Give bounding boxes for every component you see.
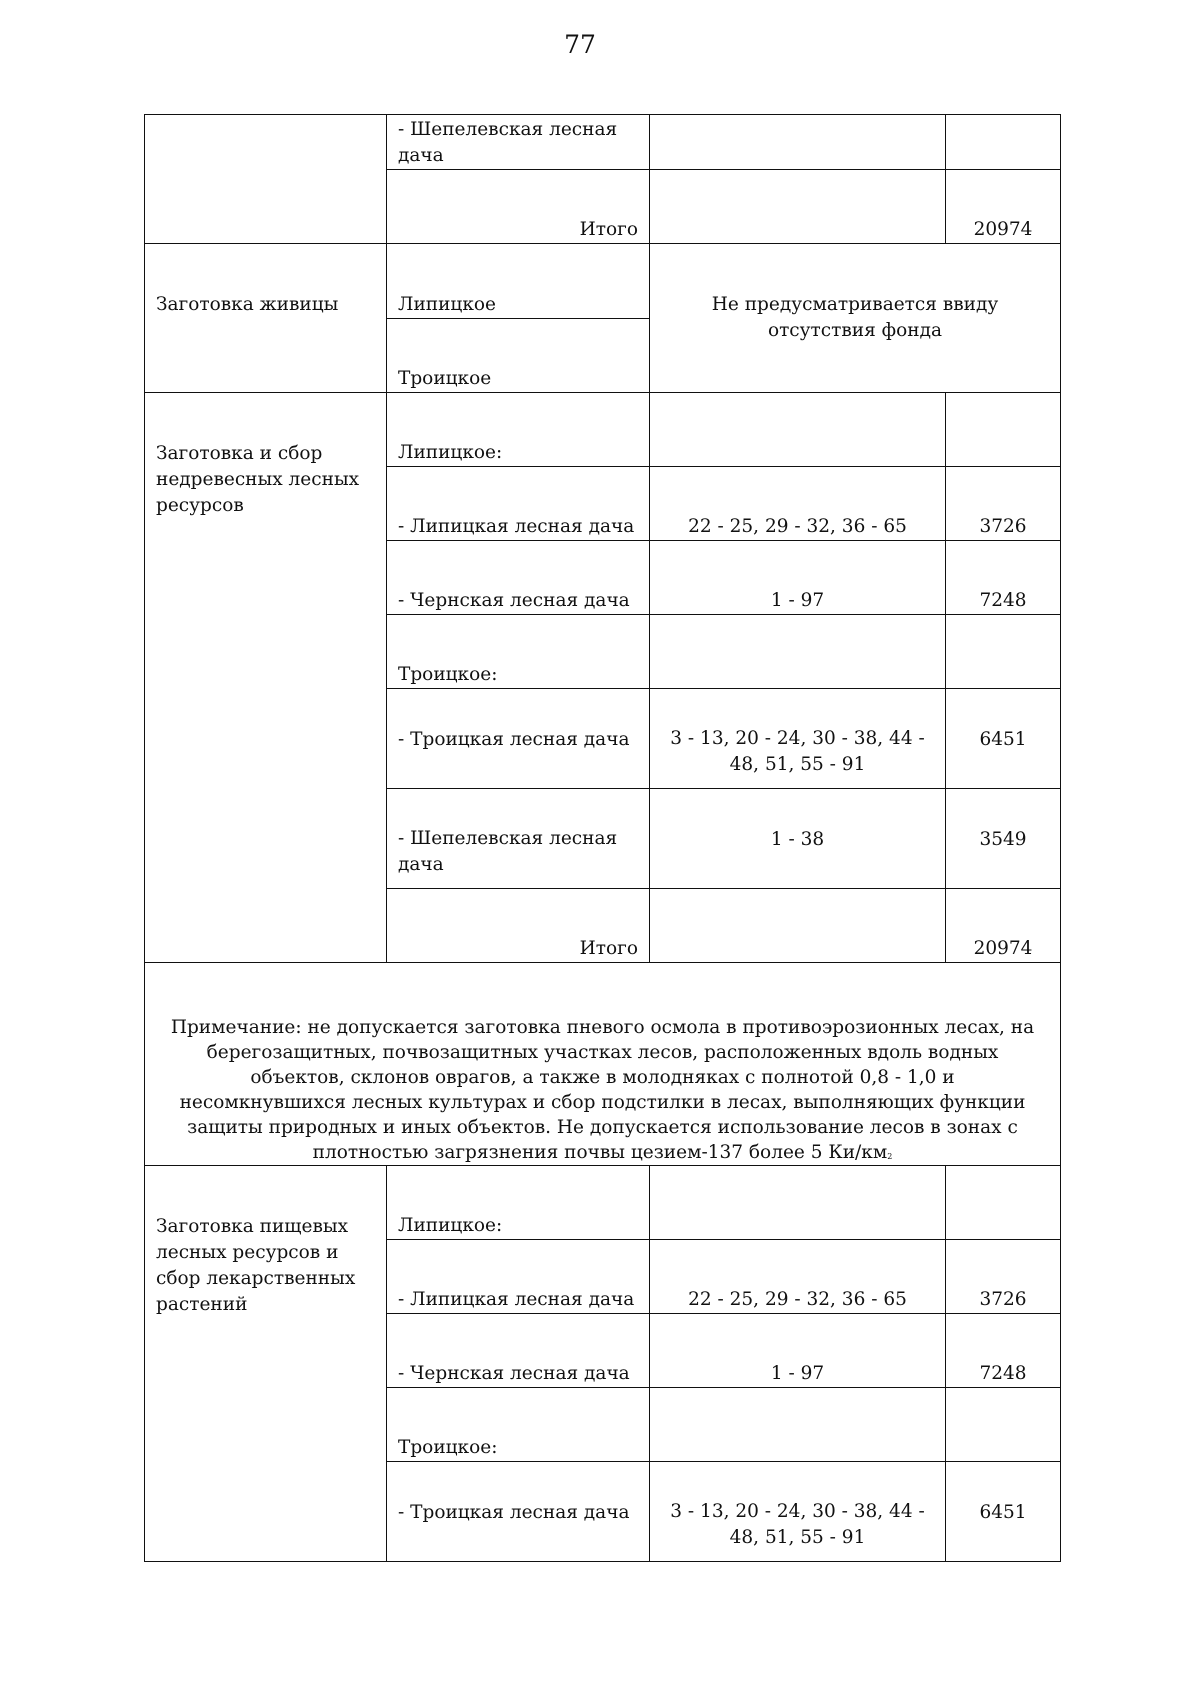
quarters-cell (650, 1166, 946, 1240)
table-row (145, 244, 1061, 319)
activity-cell: Заготовка живицы (145, 244, 387, 393)
forestry-cell: Троицкое: (387, 1388, 650, 1462)
quarters-cell: 1 - 97 (650, 541, 946, 615)
page-number: 77 (564, 30, 596, 59)
activity-cell: Заготовка и сбор недревесных лесных ресурсов (145, 393, 387, 963)
quarters-cell: 22 - 25, 29 - 32, 36 - 65 (650, 467, 946, 541)
forestry-cell: Липицкое: (387, 1166, 650, 1240)
total-label-cell: Итого (387, 889, 650, 963)
activity-cell: Заготовка пищевых лесных ресурсов и сбор лекарственных растений (145, 1166, 387, 1562)
forestry-cell: Липицкое (387, 244, 650, 319)
table-row (145, 115, 1061, 170)
area-cell: 7248 (946, 1314, 1061, 1388)
area-cell: 3726 (946, 467, 1061, 541)
quarters-cell (650, 615, 946, 689)
remark-text: Примечание: не допускается заготовка пневого осмола в противоэрозионных лесах, на берегозащитных, почвозащитных участках лесов, расположенных вдоль водных объектов, склонов оврагов, а также в молодняках с полнотой 0,8 - 1,0 и несомкнувшихся лесных культурах и сбор подстилки в лесах, выполняющих функции защиты природных и иных объектов. Не допускается использование лесов в зонах с плотностью загрязнения почвы цезием-137 более 5 Ки/км (170, 1017, 1035, 1163)
area-cell (946, 393, 1061, 467)
total-value-cell: 20974 (946, 889, 1061, 963)
table-row (145, 393, 1061, 467)
area-cell: 7248 (946, 541, 1061, 615)
total-value-cell: 20974 (946, 170, 1061, 244)
quarters-cell (650, 889, 946, 963)
activity-cell-empty (145, 115, 387, 244)
quarters-cell: 3 - 13, 20 - 24, 30 - 38, 44 - 48, 51, 55 - 91 (650, 689, 946, 789)
quarters-cell (650, 393, 946, 467)
total-label-cell: Итого (387, 170, 650, 244)
table-row-remark (145, 963, 1061, 1166)
forestry-cell: Троицкое: (387, 615, 650, 689)
subject-cell: - Шепелевская лесная дача (387, 789, 650, 889)
table-row (145, 1166, 1061, 1240)
area-cell (946, 1388, 1061, 1462)
subject-cell: - Липицкая лесная дача (387, 1240, 650, 1314)
subject-cell: - Липицкая лесная дача (387, 467, 650, 541)
subject-cell: - Троицкая лесная дача (387, 1462, 650, 1562)
quarters-cell: 1 - 38 (650, 789, 946, 889)
quarters-cell (650, 170, 946, 244)
forestry-cell: Троицкое (387, 319, 650, 393)
subject-cell: - Троицкая лесная дача (387, 689, 650, 789)
quarters-cell (650, 1388, 946, 1462)
area-cell: 6451 (946, 689, 1061, 789)
area-cell: 6451 (946, 1462, 1061, 1562)
area-cell: 3549 (946, 789, 1061, 889)
quarters-cell (650, 115, 946, 170)
subject-cell: - Шепелевская лесная дача (387, 115, 650, 170)
quarters-cell: 3 - 13, 20 - 24, 30 - 38, 44 - 48, 51, 55 - 91 (650, 1462, 946, 1562)
area-cell (946, 615, 1061, 689)
quarters-cell: 1 - 97 (650, 1314, 946, 1388)
forest-use-table (144, 114, 1061, 1562)
remark-superscript: 2 (887, 1152, 893, 1161)
not-provided-cell: Не предусматривается ввиду отсутствия фонда (650, 244, 1061, 393)
area-cell (946, 1166, 1061, 1240)
remark-cell (145, 963, 1061, 1166)
subject-cell: - Чернская лесная дача (387, 541, 650, 615)
area-cell: 3726 (946, 1240, 1061, 1314)
quarters-cell: 22 - 25, 29 - 32, 36 - 65 (650, 1240, 946, 1314)
subject-cell: - Чернская лесная дача (387, 1314, 650, 1388)
forestry-cell: Липицкое: (387, 393, 650, 467)
area-cell (946, 115, 1061, 170)
